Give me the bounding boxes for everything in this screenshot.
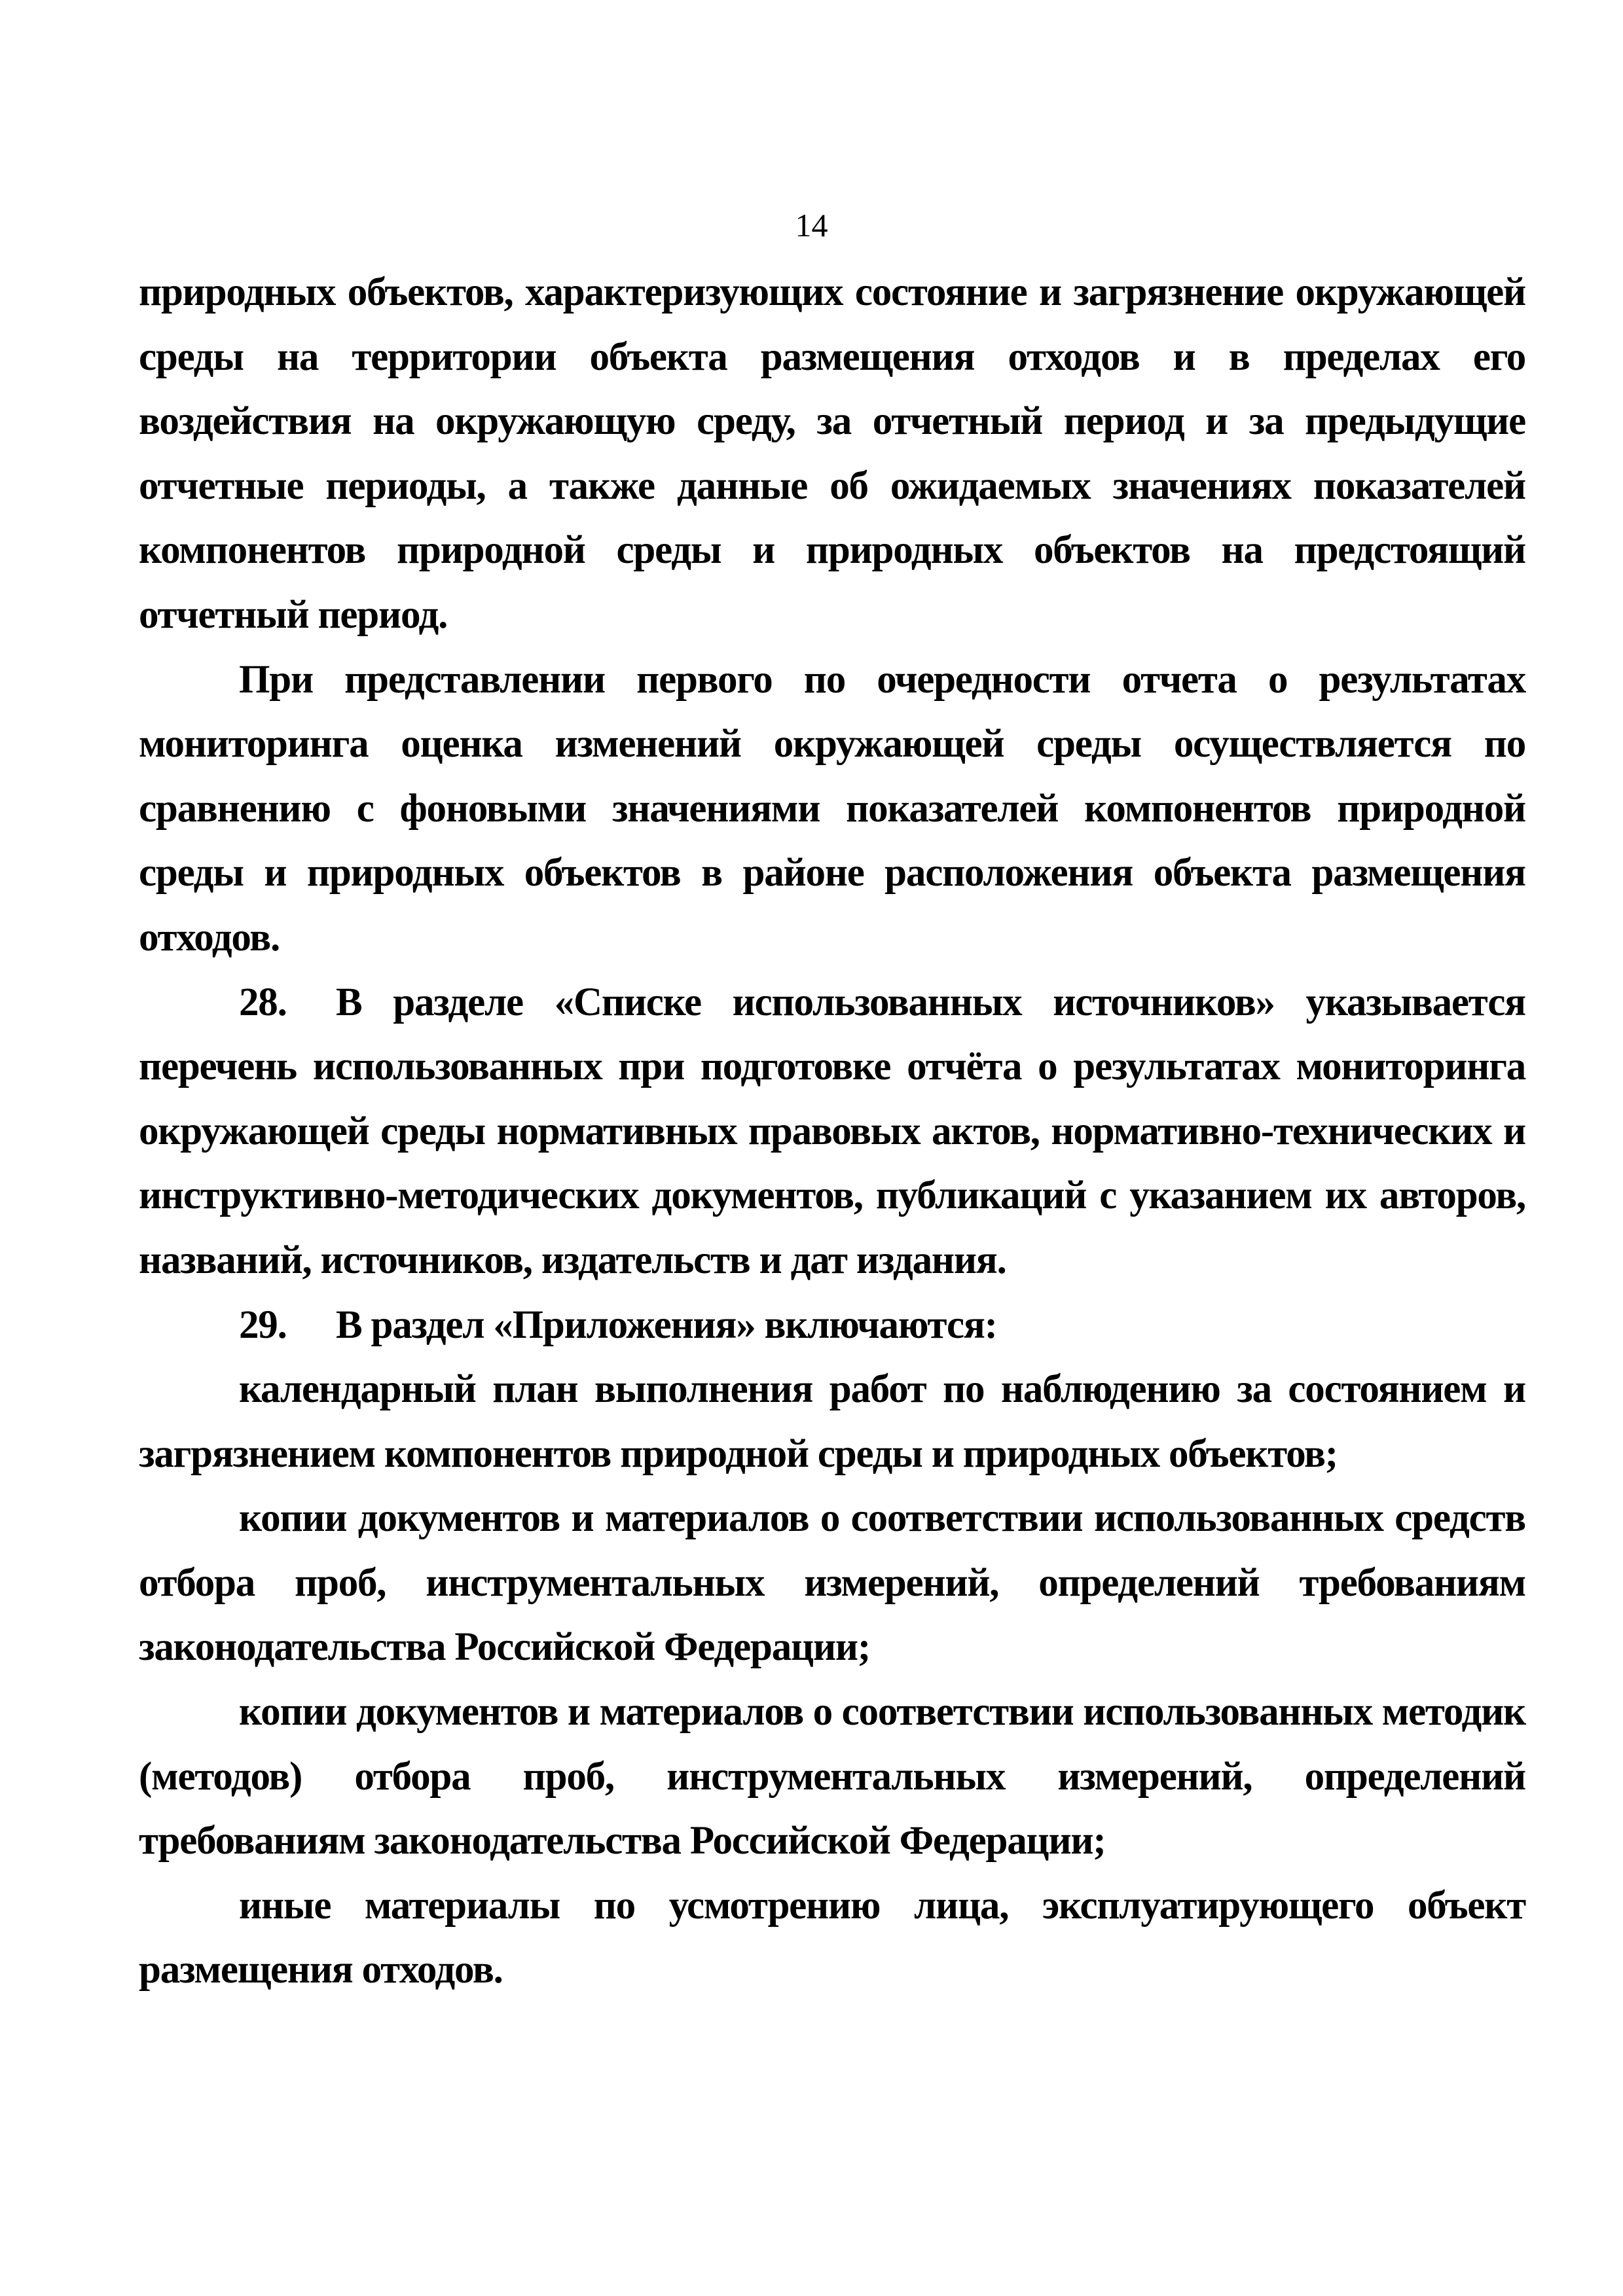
document-body xyxy=(139,260,1525,2003)
item-28-text: В разделе «Списке использованных источников» указывается перечень использованных при подготовке отчёта о результатах мониторинга окружающей среды нормативных правовых актов, нормативно-технических и инструктивно-методических документов, публикаций с указанием их авторов, названий, источников, издательств и дат издания. xyxy=(139,980,1525,1282)
paragraph-other-materials: иные материалы по усмотрению лица, эксплуатирующего объект размещения отходов. xyxy=(139,1883,1525,1992)
paragraph-copies-means: копии документов и материалов о соответствии использованных средств отбора проб, инструментальных измерений, определений требованиям законодательства Российской Федерации; xyxy=(139,1496,1525,1670)
paragraph-continuation: природных объектов, характеризующих состояние и загрязнение окружающей среды на территории объекта размещения отходов и в пределах его воздействия на окружающую среду, за отчетный период и за предыдущие отчетные периоды, а также данные об ожидаемых значениях показателей компонентов природной среды и природных объектов на предстоящий отчетный период. xyxy=(139,270,1525,637)
paragraph-item-28 xyxy=(139,971,1525,1293)
paragraph-copies-methods: копии документов и материалов о соответствии использованных методик (методов) отбора проб, инструментальных измерений, определений требованиям законодательства Российской Федерации; xyxy=(139,1690,1525,1863)
item-number-28: 28. xyxy=(239,980,287,1024)
paragraph-calendar-plan: календарный план выполнения работ по наблюдению за состоянием и загрязнением компонентов природной среды и природных объектов; xyxy=(139,1367,1525,1476)
item-29-text: В раздел «Приложения» включаются: xyxy=(336,1302,997,1347)
paragraph-item-29 xyxy=(139,1293,1525,1358)
paragraph-first-report: При представлении первого по очередности отчета о результатах мониторинга оценка изменений окружающей среды осуществляется по сравнению с фоновыми значениями показателей компонентов природной среды и природных объектов в районе расположения объекта размещения отходов. xyxy=(139,657,1525,960)
item-number-29: 29. xyxy=(239,1302,287,1347)
page-number: 14 xyxy=(795,207,828,243)
